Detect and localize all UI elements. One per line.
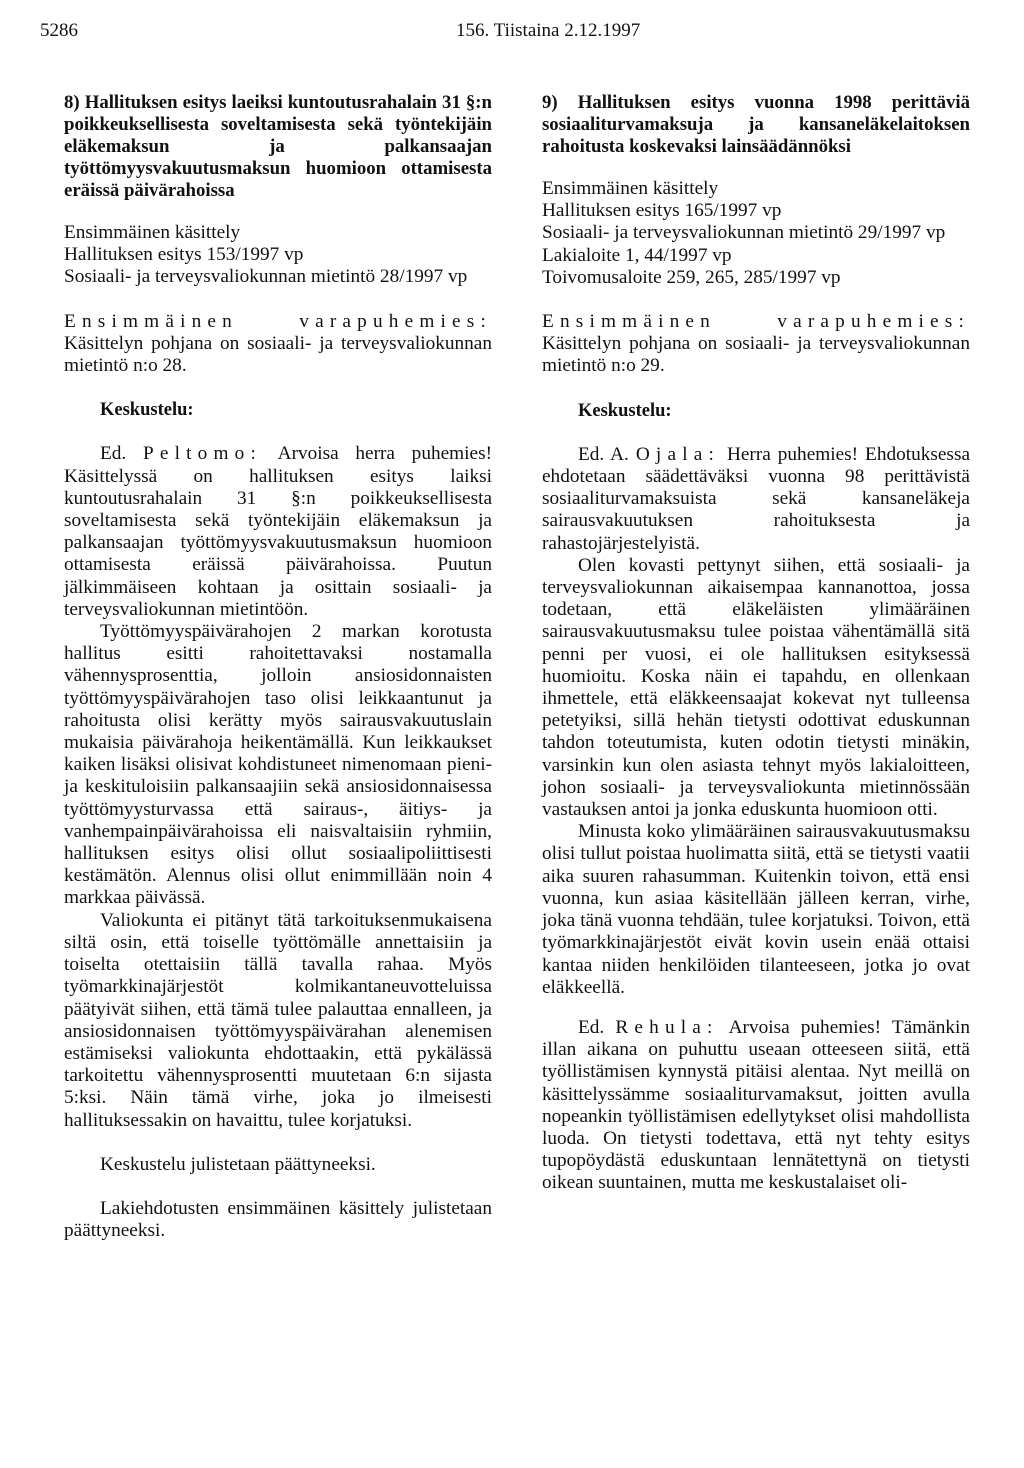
page-number: 5286 <box>40 20 78 41</box>
speech-text: Arvoisa puhemies! Tämänkin illan aikana on puhuttu useaan otteeseen siitä, että työllistämisen kynnystä pitäisi alentaa. Nyt meillä on käsittelyssämme sosiaaliturvamaksut, joitten avulla nopeankin työllistämisen edellytykset olisi mahdollista luoda. On tietysti todettava, että nyt tehty esitys tupopöydästä eduskuntaan lennätettynä on tietysti oikean suuntainen, mutta me keskustalaiset oli- <box>542 1016 971 1194</box>
speaker-name: Ojala: <box>635 443 720 465</box>
discussion-closed-note: Keskustelu julistetaan päättyneeksi. <box>100 1153 376 1175</box>
speaker-prefix: Ed. <box>100 443 127 465</box>
speech-paragraph: Valiokunta ei pitänyt tätä tarkoituksenmukaisena siltä osin, että toiselle työttömälle annettaisiin ja toiselta otettaisiin tällä tavalla rahaa. Myös työmarkkinajärjestöt kolmikantaneuvotteluissa päätyivät siihen, että tämä tulee palauttaa ennalleen, ja ansiosidonnaisen työttömyyspäivärahan alenemisen estämiseksi valiokunta ehdottaakin, että pykälässä tarkoitettu vähennysprosentti muutetaan 6:n sijasta 5:ksi. Näin tämä virhe, joka jo ilmeisesti hallituksessakin on havaittu, tulee korjatuksi. <box>64 909 492 1131</box>
speech-paragraph: Työttömyyspäivärahojen 2 markan korotusta hallitus esitti rahoitettavaksi nostamalla vähennysprosenttia, jolloin ansiosidonnaisten työttömyyspäivärahojen taso olisi leikkaantunut ja rahoitusta olisi kerätty myös sairausvakuutuslain mukaisia päivärahoja heikentämällä. Kun leikkaukset kaiken lisäksi olisivat kohdistuneet nimenomaan pieni- ja keskituloisiin palkansaajiin sekä ansiosidonnaisessa työttömyysturvassa että sairaus-, äitiys- ja vanhempainpäivärahoissa eli naisvaltaisiin ryhmiin, hallituksen esitys olisi ollut sosiaalipoliittisesti kestämätön. Alennus olisi ollut enimmillään noin 4 markkaa päivässä. <box>64 621 492 909</box>
first-reading-closed-note: Lakiehdotusten ensimmäinen käsittely julistetaan päättyneeksi. <box>64 1197 492 1242</box>
page-header <box>40 20 984 48</box>
chair-statement <box>64 311 492 378</box>
discussion-label: Keskustelu: <box>578 400 672 421</box>
speaker-name: Rehula: <box>615 1016 719 1038</box>
agenda-item-9-metadata <box>542 178 970 289</box>
meta-line: Toivomusaloite 259, 265, 285/1997 vp <box>542 266 841 288</box>
meta-line: Sosiaali- ja terveysvaliokunnan mietintö 29/1997 vp <box>542 222 946 244</box>
chair-statement <box>542 311 970 378</box>
agenda-item-8-heading: 8) Hallituksen esitys laeiksi kuntoutusrahalain 31 §:n poikkeuksellisesta soveltamisesta sekä työntekijäin eläkemaksun ja palkansaajan työttömyysvakuutusmaksun huomioon ottamisesta eräissä päivärahoissa <box>64 92 492 201</box>
chair-text: Käsittelyn pohjana on sosiaali- ja terveysvaliokunnan mietintö n:o 28. <box>64 332 492 377</box>
speech-rehula <box>542 1017 970 1195</box>
speech-paragraph: Olen kovasti pettynyt siihen, että sosiaali- ja terveysvaliokunnan aikaisempaa kannanottoa, jossa todetaan, että eläkeläisten ylimääräinen sairausvakuutusmaksu tulee poistaa vähentämällä sitä penni per vuosi, ei ole hallituksen esityksessä huomioitu. Koska näin ei tapahdu, en ollenkaan ihmettele, että eläkkeensaajat kokevat nyt tulleensa petetyiksi, sillä hehän tietysti odottivat eduskunnan tahdon toteutumista, kuten odotin tietysti minäkin, varsinkin kun olen asiasta tehnyt myös lakialoitteen, johon sosiaali- ja terveysvaliokunta mietinnössään vastauksen antoi ja jonka eduskunta huomioon otti. <box>542 554 970 821</box>
chair-label: Ensimmäinen varapuhemies: <box>64 310 492 332</box>
meta-line: Ensimmäinen käsittely <box>64 222 241 243</box>
meta-line: Sosiaali- ja terveysvaliokunnan mietintö 28/1997 vp <box>64 266 468 288</box>
speaker-name: Peltomo: <box>142 443 262 465</box>
meta-line: Ensimmäinen käsittely <box>542 178 719 199</box>
session-title: 156. Tiistaina 2.12.1997 <box>456 20 641 41</box>
agenda-item-9-heading: 9) Hallituksen esitys vuonna 1998 perittäviä sosiaaliturvamaksuja ja kansaneläkelaitoksen rahoitusta koskevaksi lainsäädännöksi <box>542 92 970 157</box>
speech-text: Arvoisa herra puhemies! Käsittelyssä on hallituksen esitys laiksi kuntoutusrahalain 31 §:n poikkeuksellisesta soveltamisesta sekä työntekijäin eläkemaksun ja palkansaajan työttömyysvakuutusmaksun huomioon ottamisesta eräissä päivärahoissa. Puutun jälkimmäiseen kohtaan ja osittain sosiaali- ja terveysvaliokunnan mietintöön. <box>64 443 492 620</box>
speaker-prefix: Ed. <box>578 1016 605 1038</box>
speech-paragraph: Minusta koko ylimääräinen sairausvakuutusmaksu olisi tullut poistaa huolimatta siitä, että se tietysti vaatii aika suuren rahasumman. Kuitenkin toivon, että ensi vuonna, kun asiaa käsitellään jälleen kerran, virhe, joka tänä vuonna tehdään, tulee korjatuksi. Toivon, että työmarkkinajärjestöt eivät kovin usein enää ottaisi kantaa niiden henkilöiden tilanteeseen, jotka jo ovat eläkkeellä. <box>542 821 970 998</box>
speech-text: Herra puhemies! Ehdotuksessa ehdotetaan säädettäväksi vuonna 98 perittävistä sosiaaliturvamaksuista sekä kansaneläkeja sairausvakuutuksen rahoituksesta ja rahastojärjestelyistä. <box>542 443 971 554</box>
chair-label: Ensimmäinen varapuhemies: <box>542 311 970 333</box>
chair-text: Käsittelyn pohjana on sosiaali- ja terveysvaliokunnan mietintö n:o 29. <box>542 333 970 377</box>
meta-line: Lakialoite 1, 44/1997 vp <box>542 244 732 266</box>
right-column <box>542 92 970 1195</box>
left-column <box>64 92 492 1242</box>
meta-line: Hallituksen esitys 153/1997 vp <box>64 244 304 266</box>
agenda-item-8-metadata <box>64 222 492 289</box>
speech-peltomo <box>64 443 492 621</box>
meta-line: Hallituksen esitys 165/1997 vp <box>542 200 782 222</box>
speech-ojala <box>542 444 970 555</box>
speaker-prefix: Ed. A. <box>578 443 629 465</box>
discussion-label: Keskustelu: <box>100 400 194 421</box>
